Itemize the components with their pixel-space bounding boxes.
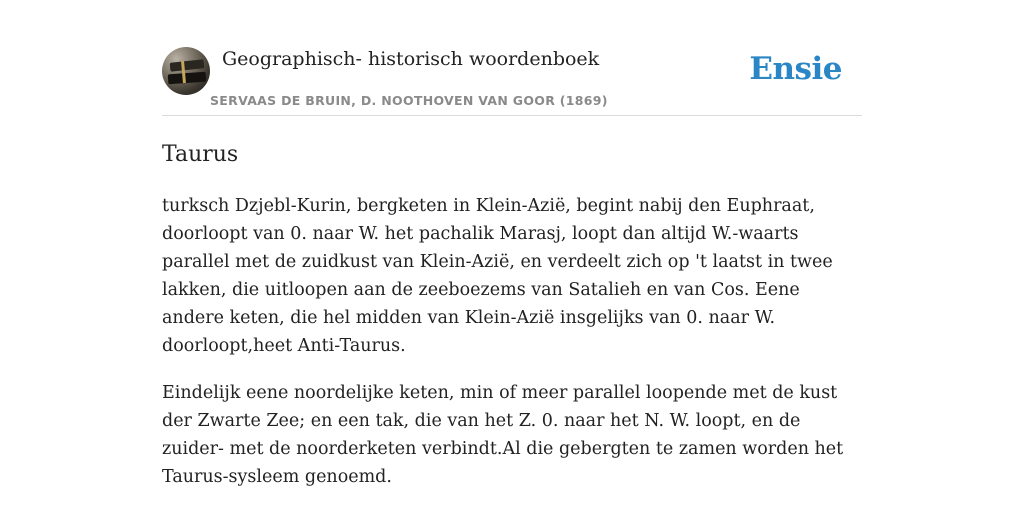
- book-author: SERVAAS DE BRUIN, D. NOOTHOVEN VAN GOOR (1869): [210, 93, 608, 108]
- book-title[interactable]: Geographisch- historisch woordenboek: [222, 48, 600, 70]
- book-spine-graphic: [168, 72, 207, 85]
- entry-paragraph: turksch Dzjebl-Kurin, bergketen in Klein-Azië, begint nabij den Euphraat, doorloopt van 0. naar W. het pachalik Marasj, loopt dan altijd W.-waarts parallel met de zuidkust van Klein-Azië, en verdeelt zich op 't laatst in twee lakken, die uitloopen aan de zeeboezems van Satalieh en van Cos. Eene andere keten, die hel midden van Klein-Azië insgelijks van 0. naar W. doorloopt,heet Anti-Taurus.: [162, 196, 833, 356]
- entry-title: Taurus: [162, 142, 239, 167]
- book-cover-avatar[interactable]: [162, 47, 210, 95]
- book-header: [162, 47, 862, 116]
- ensie-logo[interactable]: Ensie: [749, 51, 842, 87]
- entry-content: [162, 192, 866, 510]
- book-spine-graphic: [170, 59, 205, 72]
- entry-paragraph: Eindelijk eene noordelijke keten, min of meer parallel loopende met de kust der Zwarte Zee; en een tak, die van het Z. 0. naar het N. W. loopt, en de zuider- met de noorderketen verbindt.Al die gebergten te zamen worden het Taurus-sysleem genoemd.: [162, 383, 844, 487]
